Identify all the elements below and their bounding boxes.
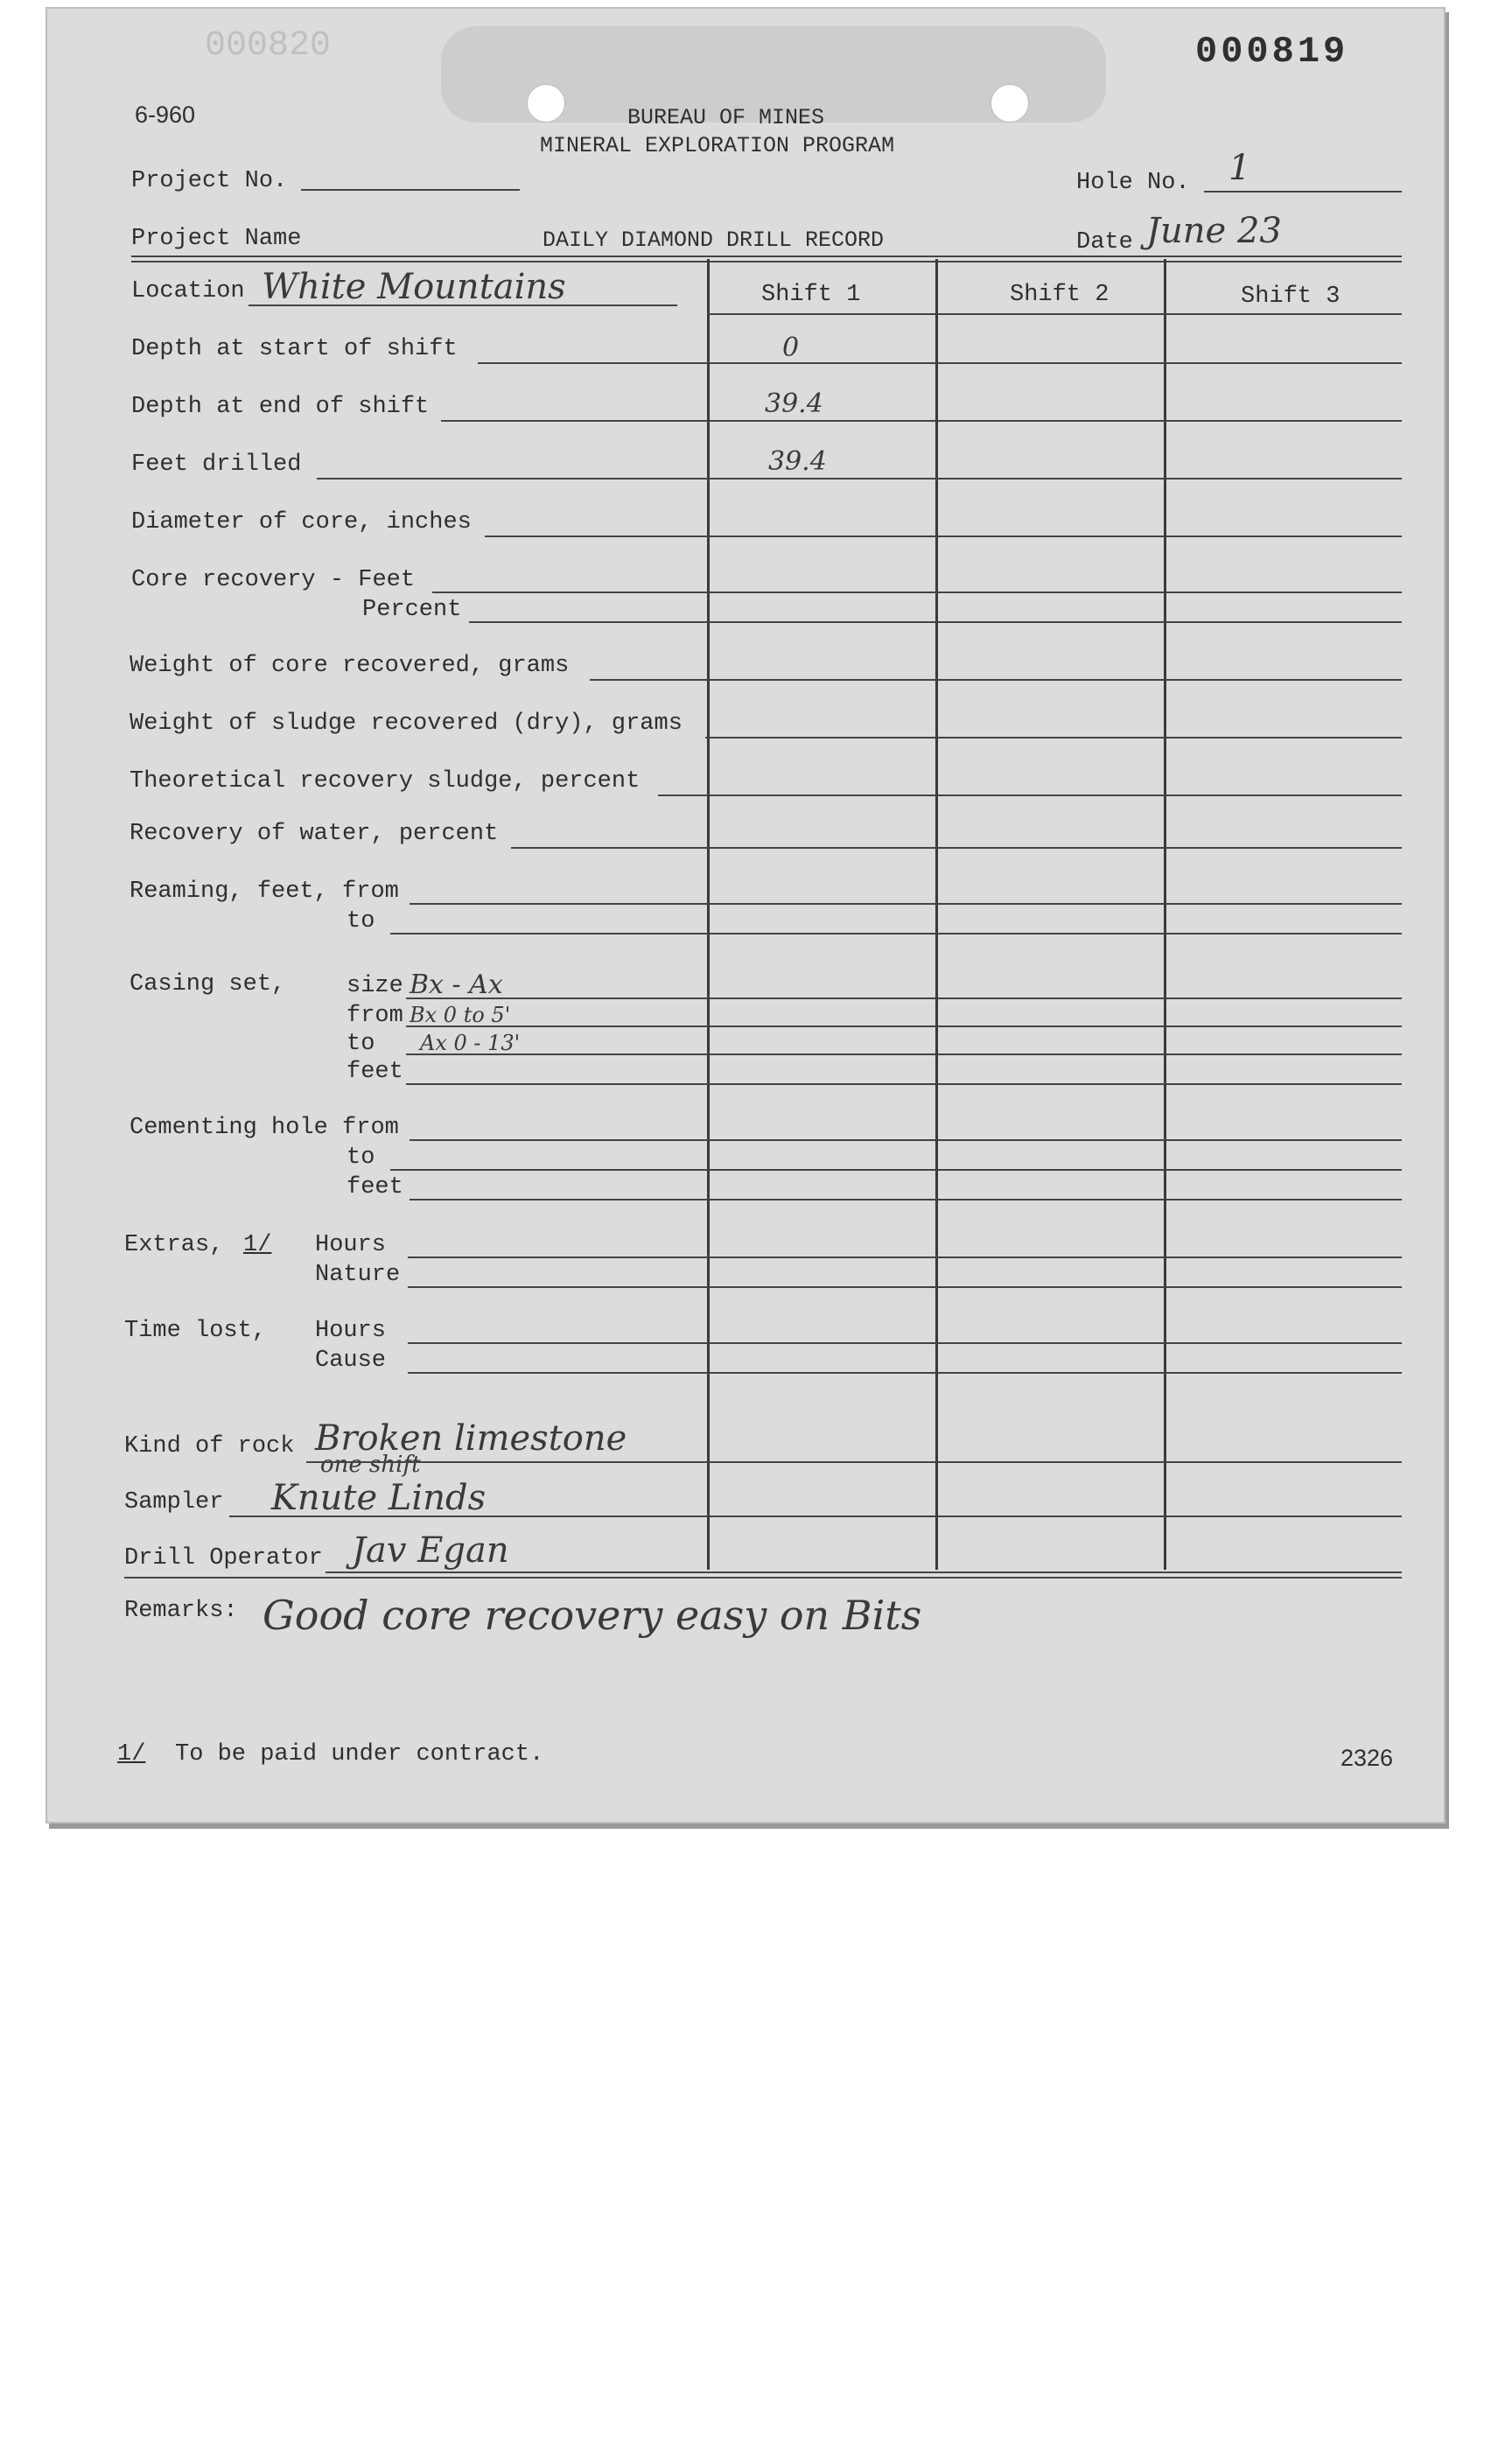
reaming-label: Reaming, feet, from (130, 878, 399, 905)
kind-of-rock-value: Broken limestone (315, 1418, 627, 1459)
header-rule (131, 256, 1402, 257)
casing-size-row[interactable] (406, 998, 1402, 999)
location-value: White Mountains (262, 267, 566, 307)
water-label: Recovery of water, percent (130, 821, 499, 847)
cementing-to-label: to (346, 1144, 375, 1171)
date-value: June 23 (1146, 211, 1282, 251)
project-no-field[interactable] (301, 189, 520, 191)
remarks-label: Remarks: (124, 1598, 238, 1624)
reaming-from-row[interactable] (410, 903, 1402, 905)
weight-sludge-label: Weight of sludge recovered (dry), grams (130, 710, 682, 737)
feet-drilled-row[interactable] (317, 478, 1402, 480)
core-recovery-feet-row[interactable] (432, 592, 1402, 593)
cementing-feet-label: feet (346, 1174, 403, 1200)
program-name: MINERAL EXPLORATION PROGRAM (540, 133, 895, 158)
weight-core-label: Weight of core recovered, grams (130, 653, 570, 679)
cementing-to-row[interactable] (390, 1169, 1402, 1171)
kind-of-rock-row[interactable] (306, 1461, 1402, 1463)
extras-hours-label: Hours (315, 1232, 387, 1258)
project-name-label: Project Name (131, 226, 302, 252)
sampler-value: Knute Linds (271, 1478, 486, 1518)
form-number: 6-960 (135, 102, 196, 128)
drill-operator-row[interactable] (326, 1572, 1402, 1573)
faded-stamp-number: 000820 (205, 26, 332, 66)
theoretical-row[interactable] (658, 794, 1402, 796)
form-sheet (46, 7, 1446, 1824)
time-lost-label: Time lost, (124, 1318, 267, 1344)
extras-label: Extras, (124, 1232, 224, 1258)
time-lost-cause-label: Cause (315, 1348, 387, 1374)
header-rule-2 (131, 261, 1402, 262)
depth-start-label: Depth at start of shift (131, 336, 458, 362)
kind-of-rock-label: Kind of rock (124, 1433, 295, 1460)
location-field[interactable] (248, 304, 677, 306)
shift-1-header: Shift 1 (761, 282, 861, 308)
punch-hole-right (990, 84, 1029, 122)
footnote-text: To be paid under contract. (175, 1741, 544, 1768)
cementing-feet-row[interactable] (410, 1199, 1402, 1200)
core-recovery-label: Core recovery - Feet (131, 567, 416, 593)
casing-from-label: from (346, 1003, 403, 1029)
core-recovery-percent-label: Percent (362, 597, 462, 623)
cementing-label: Cementing hole from (130, 1115, 399, 1141)
extras-nature-label: Nature (315, 1262, 401, 1288)
casing-from-value: Bx 0 to 5' (410, 1003, 511, 1027)
weight-sludge-row[interactable] (705, 737, 1402, 738)
extras-hours-row[interactable] (408, 1256, 1402, 1258)
hole-no-field[interactable] (1204, 191, 1402, 192)
project-no-label: Project No. (131, 168, 288, 194)
cementing-from-row[interactable] (410, 1139, 1402, 1141)
casing-label: Casing set, (130, 971, 286, 998)
drill-operator-value: Jav Egan (352, 1530, 509, 1571)
weight-core-row[interactable] (590, 679, 1402, 681)
extras-nature-row[interactable] (408, 1286, 1402, 1288)
page-code: 2326 (1340, 1745, 1394, 1771)
kind-of-rock-note: one shift (320, 1452, 421, 1478)
reaming-to-row[interactable] (390, 933, 1402, 934)
sampler-row[interactable] (229, 1516, 1402, 1517)
agency-name: BUREAU OF MINES (627, 105, 825, 130)
drill-operator-label: Drill Operator (124, 1545, 323, 1572)
depth-end-row[interactable] (441, 420, 1402, 422)
casing-feet-row[interactable] (406, 1083, 1402, 1085)
shift-header-rule (707, 313, 1402, 315)
footnote-mark: 1/ (117, 1741, 146, 1768)
casing-to-row[interactable] (406, 1054, 1402, 1055)
form-title: DAILY DIAMOND DRILL RECORD (542, 228, 885, 253)
hole-no-label: Hole No. (1076, 170, 1190, 196)
water-row[interactable] (511, 847, 1402, 849)
reaming-to-label: to (346, 908, 375, 934)
casing-from-row[interactable] (406, 1026, 1402, 1027)
stamp-number: 000819 (1195, 31, 1349, 73)
diameter-row[interactable] (485, 536, 1402, 537)
depth-start-row[interactable] (478, 362, 1402, 364)
remarks-value[interactable]: Good core recovery easy on Bits (262, 1592, 922, 1639)
depth-start-shift1: 0 (782, 332, 800, 363)
shift-3-header: Shift 3 (1241, 284, 1340, 310)
date-label: Date (1076, 229, 1133, 256)
feet-drilled-shift1: 39.4 (768, 446, 827, 477)
sampler-label: Sampler (124, 1489, 224, 1516)
diameter-label: Diameter of core, inches (131, 509, 472, 536)
casing-size-label: size (346, 973, 403, 999)
casing-to-label: to (346, 1031, 375, 1057)
shift-2-header: Shift 2 (1010, 282, 1110, 308)
casing-size-value: Bx - Ax (410, 970, 503, 1000)
footer-rule (124, 1577, 1402, 1578)
time-lost-hours-row[interactable] (408, 1342, 1402, 1344)
punch-hole-left (527, 84, 565, 122)
hole-no-value: 1 (1228, 148, 1251, 188)
depth-end-label: Depth at end of shift (131, 394, 430, 420)
casing-to-value: Ax 0 - 13' (420, 1031, 521, 1055)
casing-feet-label: feet (346, 1059, 403, 1085)
time-lost-cause-row[interactable] (408, 1372, 1402, 1374)
location-label: Location (131, 278, 245, 304)
depth-end-shift1: 39.4 (765, 388, 823, 419)
theoretical-label: Theoretical recovery sludge, percent (130, 768, 640, 794)
time-lost-hours-label: Hours (315, 1318, 387, 1344)
feet-drilled-label: Feet drilled (131, 452, 302, 478)
extras-footnote-mark: 1/ (243, 1232, 272, 1258)
core-recovery-percent-row[interactable] (469, 621, 1402, 623)
